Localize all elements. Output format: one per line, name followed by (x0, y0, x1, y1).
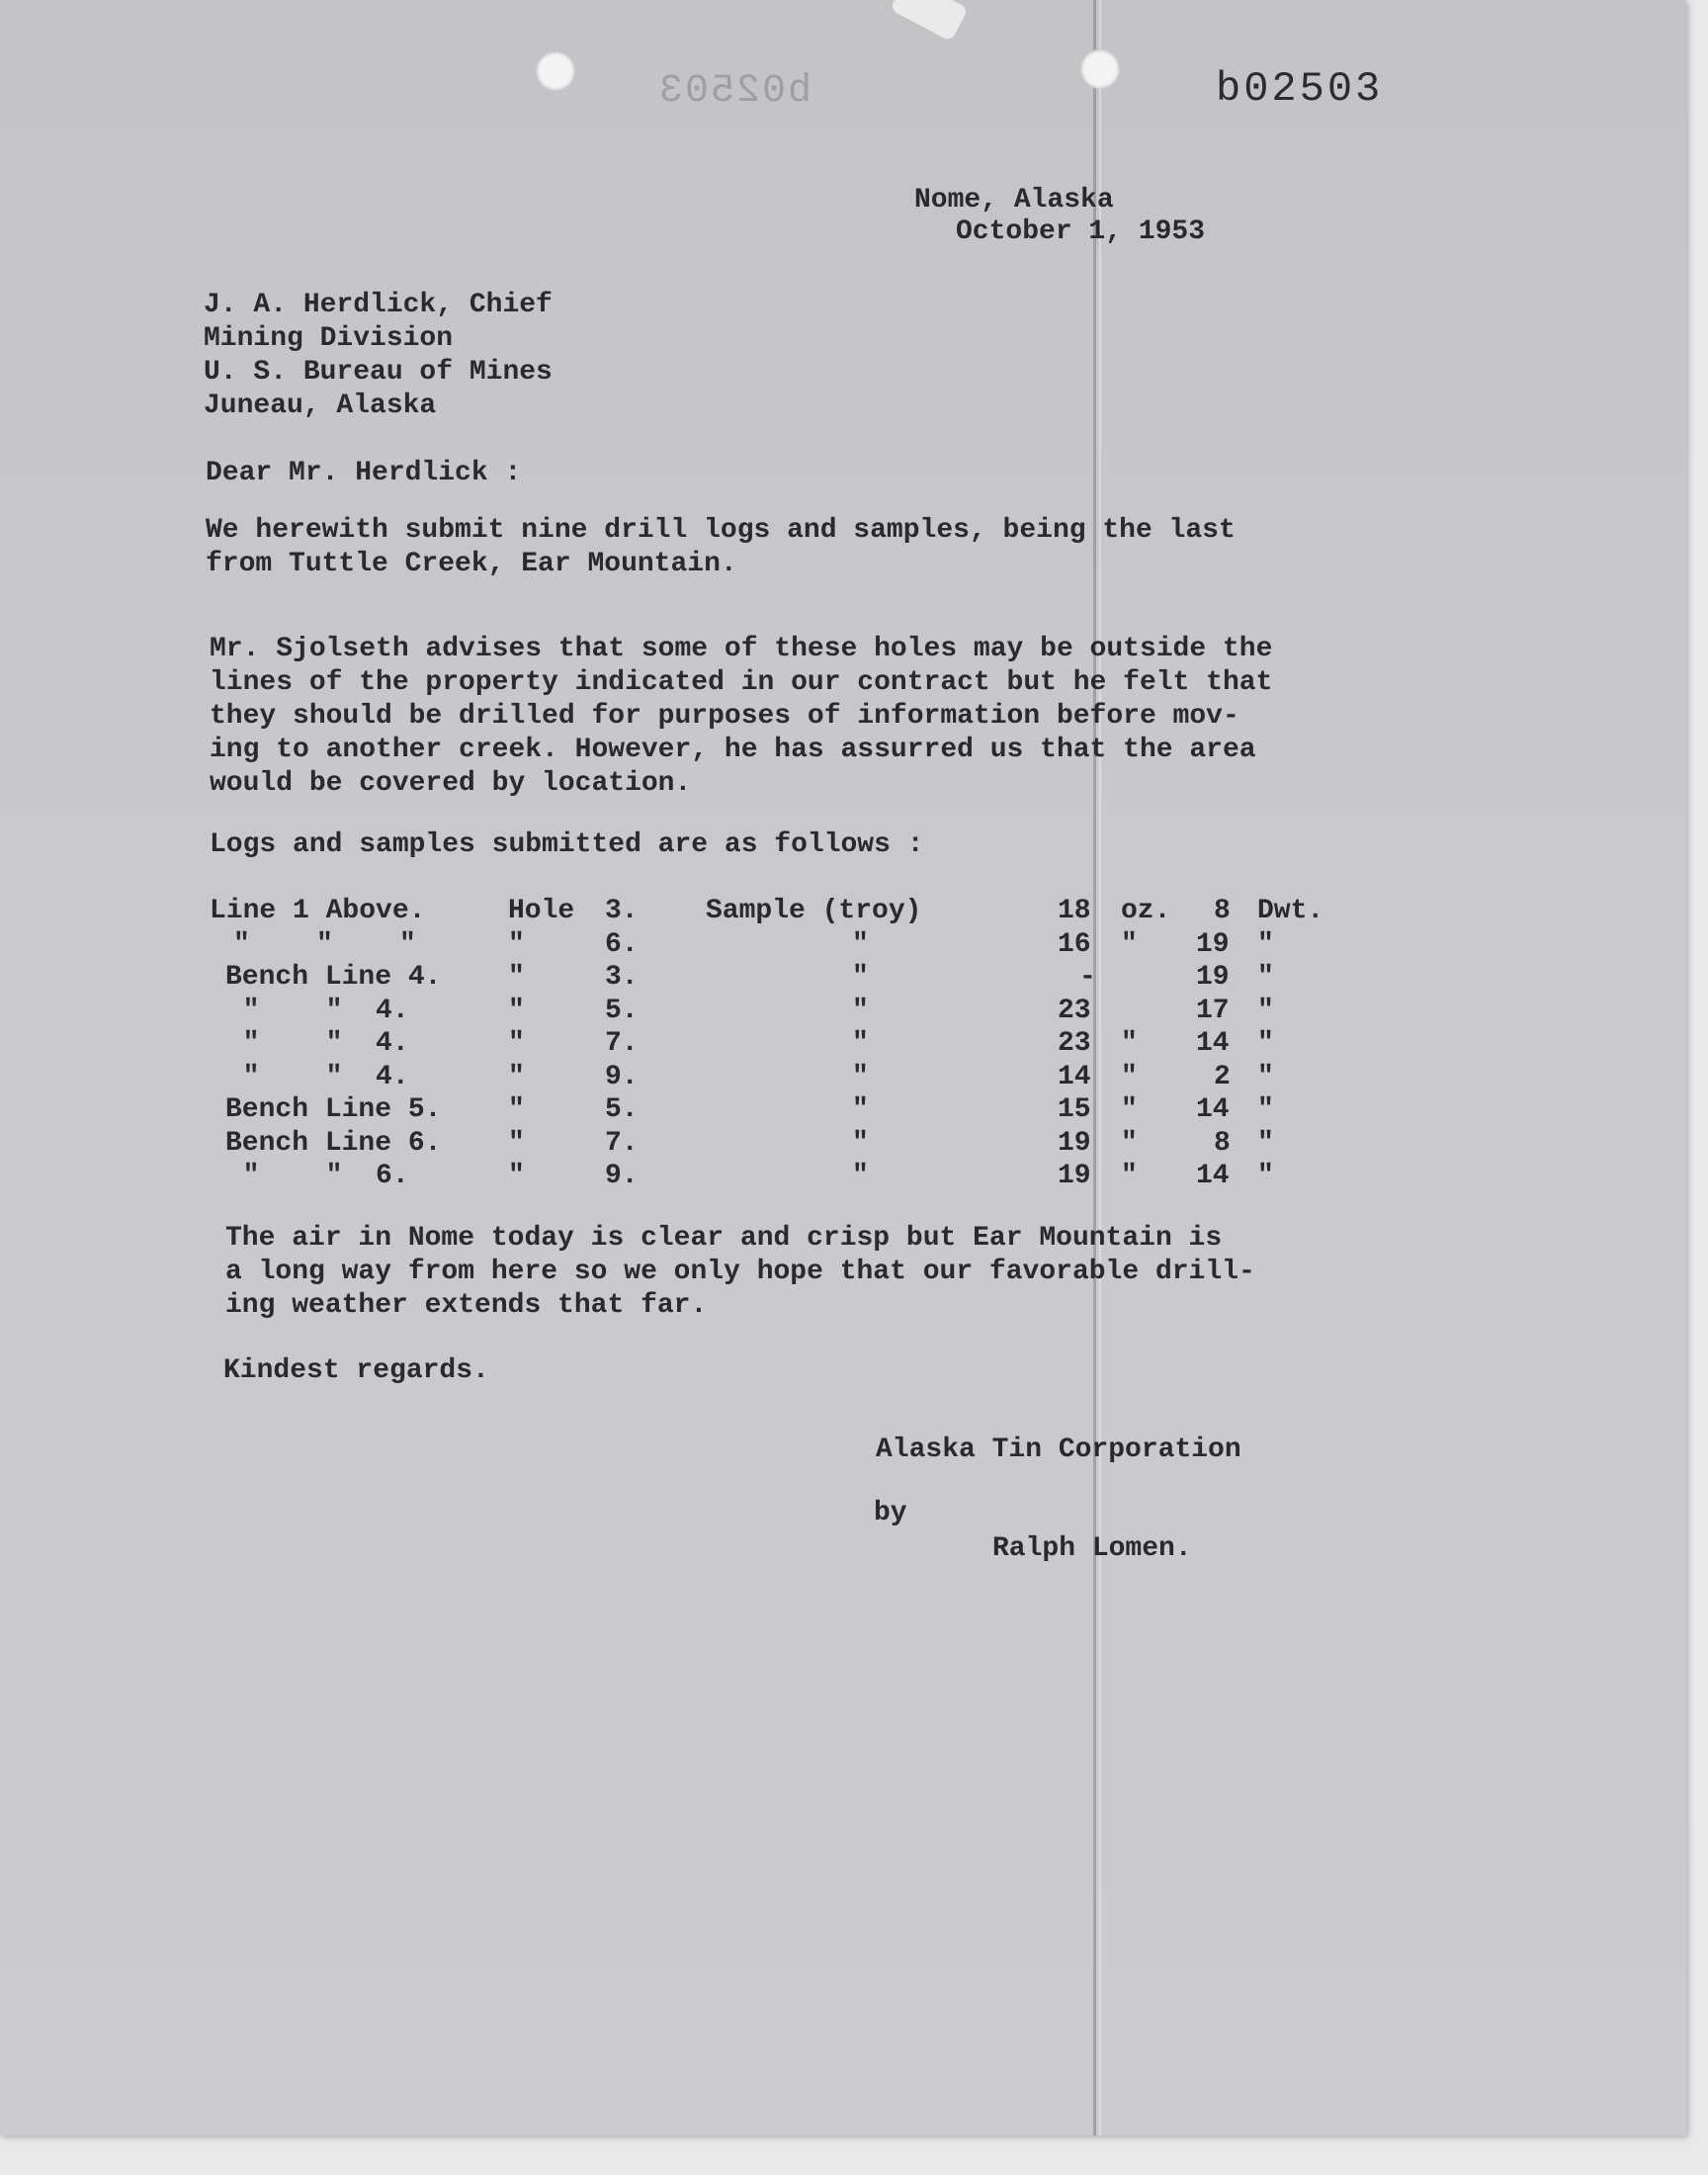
dwt-unit-cell: " (1257, 1061, 1274, 1092)
by-line: by (874, 1498, 907, 1528)
punch-hole-right (1080, 49, 1120, 89)
oz-unit-cell: " (1121, 1161, 1138, 1191)
dwt-unit-cell: " (1257, 962, 1274, 993)
dwt-cell: 8 (1214, 1127, 1231, 1159)
line-cell: Bench Line 4. (225, 962, 442, 993)
hole-label-cell: " (508, 1094, 525, 1125)
hole-cell: 3. (605, 962, 639, 993)
recipient-line: Juneau, Alaska (204, 391, 437, 421)
hole-cell: 7. (605, 1127, 639, 1159)
salutation: Dear Mr. Herdlick : (206, 458, 522, 488)
recipient-line: Mining Division (204, 323, 454, 354)
torn-corner (890, 0, 969, 42)
dwt-cell: 19 (1196, 962, 1230, 993)
paragraph-line: lines of the property indicated in our contract but he felt that (210, 667, 1273, 698)
recipient-block (204, 289, 553, 423)
dwt-unit-cell: " (1257, 1028, 1274, 1059)
oz-cell: 14 (1058, 1061, 1091, 1092)
hole-cell: 9. (605, 1161, 639, 1191)
fold-crease (1093, 0, 1096, 2135)
paragraph-line: We herewith submit nine drill logs and samples, being the last (206, 515, 1236, 546)
paragraph-line: a long way from here so we only hope that our favorable drill- (225, 1257, 1255, 1287)
hole-cell: 9. (605, 1061, 639, 1092)
hole-cell: 6. (605, 928, 639, 960)
paragraph-line: from Tuttle Creek, Ear Mountain. (206, 549, 737, 579)
hole-cell: 3. (605, 896, 639, 926)
dwt-cell: 8 (1214, 896, 1231, 926)
paragraph-line: ing to another creek. However, he has assurred us that the area (210, 735, 1256, 765)
company-name: Alaska Tin Corporation (876, 1435, 1241, 1465)
dwt-unit-cell: " (1257, 928, 1274, 960)
oz-unit-cell: " (1121, 1061, 1138, 1092)
dwt-unit-cell: Dwt. (1257, 896, 1324, 926)
paragraph-1 (206, 514, 1236, 581)
line-cell: Bench Line 6. (225, 1127, 442, 1159)
date-line: October 1, 1953 (956, 217, 1206, 247)
hole-label-cell: " (508, 1061, 525, 1092)
hole-label-cell: " (508, 1127, 525, 1159)
recipient-line: U. S. Bureau of Mines (204, 357, 553, 388)
dwt-unit-cell: " (1257, 1127, 1274, 1159)
paragraph-line: Mr. Sjolseth advises that some of these holes may be outside the (210, 634, 1273, 664)
line-cell: " " 6. (210, 1161, 409, 1191)
oz-unit-cell: " (1121, 928, 1138, 960)
line-cell: " " 4. (210, 1061, 409, 1092)
oz-cell: 23 (1058, 1028, 1091, 1059)
sample-cell: " (852, 928, 869, 960)
sample-cell: " (852, 1127, 869, 1159)
hole-label-cell: " (508, 928, 525, 960)
fold-crease-highlight (1099, 0, 1101, 2135)
dwt-cell: 17 (1196, 995, 1230, 1026)
sample-cell: " (852, 1094, 869, 1125)
bleed-through-number: b02503 (657, 69, 812, 114)
paragraph-3 (225, 1222, 1255, 1323)
document-number: b02503 (1216, 65, 1384, 113)
dwt-unit-cell: " (1257, 1161, 1274, 1191)
oz-cell: - (1079, 962, 1096, 993)
dwt-unit-cell: " (1257, 1094, 1274, 1125)
dwt-cell: 2 (1214, 1061, 1231, 1092)
paragraph-2 (210, 633, 1272, 801)
line-cell: " " 4. (210, 995, 409, 1026)
line-cell: Line 1 Above. (210, 896, 426, 926)
hole-label-cell: " (508, 1028, 525, 1059)
hole-label-cell: " (508, 962, 525, 993)
sample-cell: Sample (troy) (706, 896, 922, 926)
sample-cell: " (852, 995, 869, 1026)
paragraph-line: they should be drilled for purposes of information before mov- (210, 701, 1239, 732)
hole-label-cell: " (508, 995, 525, 1026)
oz-unit-cell: " (1121, 1028, 1138, 1059)
paragraph-line: ing weather extends that far. (225, 1290, 708, 1321)
dwt-cell: 14 (1196, 1094, 1230, 1125)
sample-cell: " (852, 1161, 869, 1191)
oz-cell: 23 (1058, 995, 1091, 1026)
line-cell: " " " (233, 928, 416, 960)
hole-cell: 5. (605, 995, 639, 1026)
oz-cell: 19 (1058, 1161, 1091, 1191)
place-line: Nome, Alaska (914, 185, 1114, 216)
oz-unit-cell: " (1121, 1094, 1138, 1125)
dwt-cell: 14 (1196, 1161, 1230, 1191)
oz-cell: 16 (1058, 928, 1091, 960)
dwt-unit-cell: " (1257, 995, 1274, 1026)
punch-hole-left (536, 51, 575, 91)
paragraph-line: would be covered by location. (210, 768, 692, 799)
hole-cell: 5. (605, 1094, 639, 1125)
hole-label-cell: " (508, 1161, 525, 1191)
table-intro: Logs and samples submitted are as follows : (210, 829, 924, 860)
line-cell: " " 4. (210, 1028, 409, 1059)
recipient-line: J. A. Herdlick, Chief (204, 290, 553, 320)
oz-unit-cell: oz. (1121, 896, 1171, 926)
signer-name: Ralph Lomen. (992, 1533, 1192, 1564)
closing: Kindest regards. (223, 1355, 489, 1386)
paragraph-line: The air in Nome today is clear and crisp but Ear Mountain is (225, 1223, 1223, 1254)
oz-unit-cell: " (1121, 1127, 1138, 1159)
oz-cell: 19 (1058, 1127, 1091, 1159)
oz-cell: 15 (1058, 1094, 1091, 1125)
oz-cell: 18 (1058, 896, 1091, 926)
sample-cell: " (852, 1061, 869, 1092)
line-cell: Bench Line 5. (225, 1094, 442, 1125)
dwt-cell: 19 (1196, 928, 1230, 960)
dwt-cell: 14 (1196, 1028, 1230, 1059)
sample-cell: " (852, 962, 869, 993)
hole-label-cell: Hole (508, 896, 575, 926)
sample-cell: " (852, 1028, 869, 1059)
hole-cell: 7. (605, 1028, 639, 1059)
